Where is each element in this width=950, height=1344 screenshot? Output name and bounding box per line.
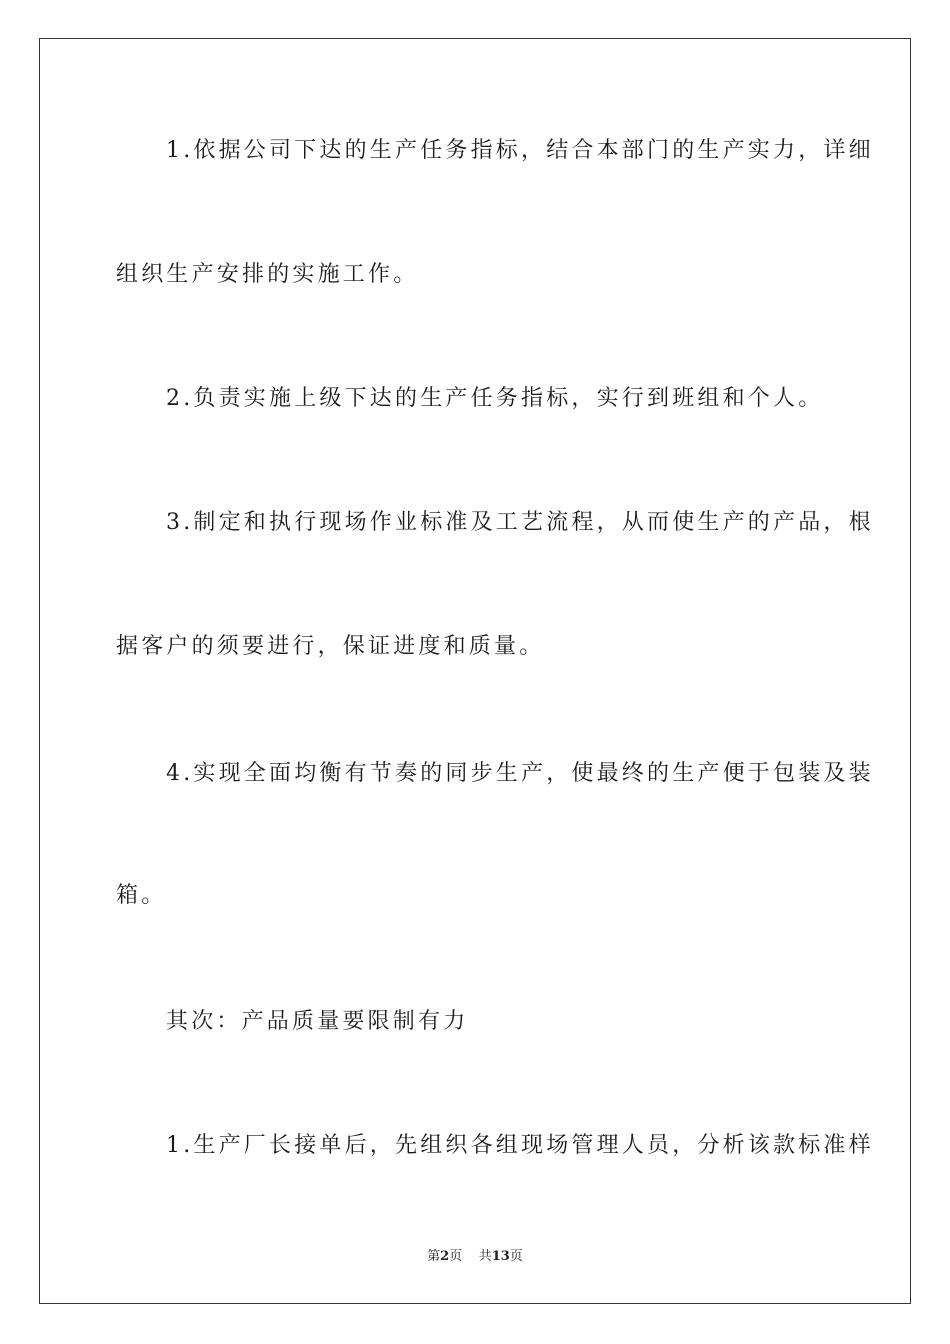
page-frame xyxy=(39,38,911,1304)
paragraph-line: 1.依据公司下达的生产任务指标，结合本部门的生产实力，详细 xyxy=(166,138,874,163)
footer-total-prefix: 共 xyxy=(478,1249,492,1264)
footer-page-prefix: 第 xyxy=(427,1249,441,1264)
section-heading: 其次：产品质量要限制有力 xyxy=(166,1009,469,1034)
paragraph-line: 箱。 xyxy=(116,883,167,908)
paragraph-line: 组织生产安排的实施工作。 xyxy=(116,262,419,287)
paragraph-line: 3.制定和执行现场作业标准及工艺流程，从而使生产的产品，根 xyxy=(166,510,874,535)
footer-page-number: 2 xyxy=(440,1249,450,1264)
footer-total-suffix: 页 xyxy=(509,1249,523,1264)
paragraph-line: 4.实现全面均衡有节奏的同步生产，使最终的生产便于包装及装 xyxy=(166,761,874,786)
footer-total-number: 13 xyxy=(491,1249,510,1264)
footer-page-suffix: 页 xyxy=(449,1249,463,1264)
page-footer xyxy=(0,1248,950,1266)
paragraph-line: 1.生产厂长接单后，先组织各组现场管理人员，分析该款标准样 xyxy=(166,1133,874,1158)
paragraph-line: 据客户的须要进行，保证进度和质量。 xyxy=(116,634,545,659)
paragraph-line: 2.负责实施上级下达的生产任务指标，实行到班组和个人。 xyxy=(166,386,824,411)
